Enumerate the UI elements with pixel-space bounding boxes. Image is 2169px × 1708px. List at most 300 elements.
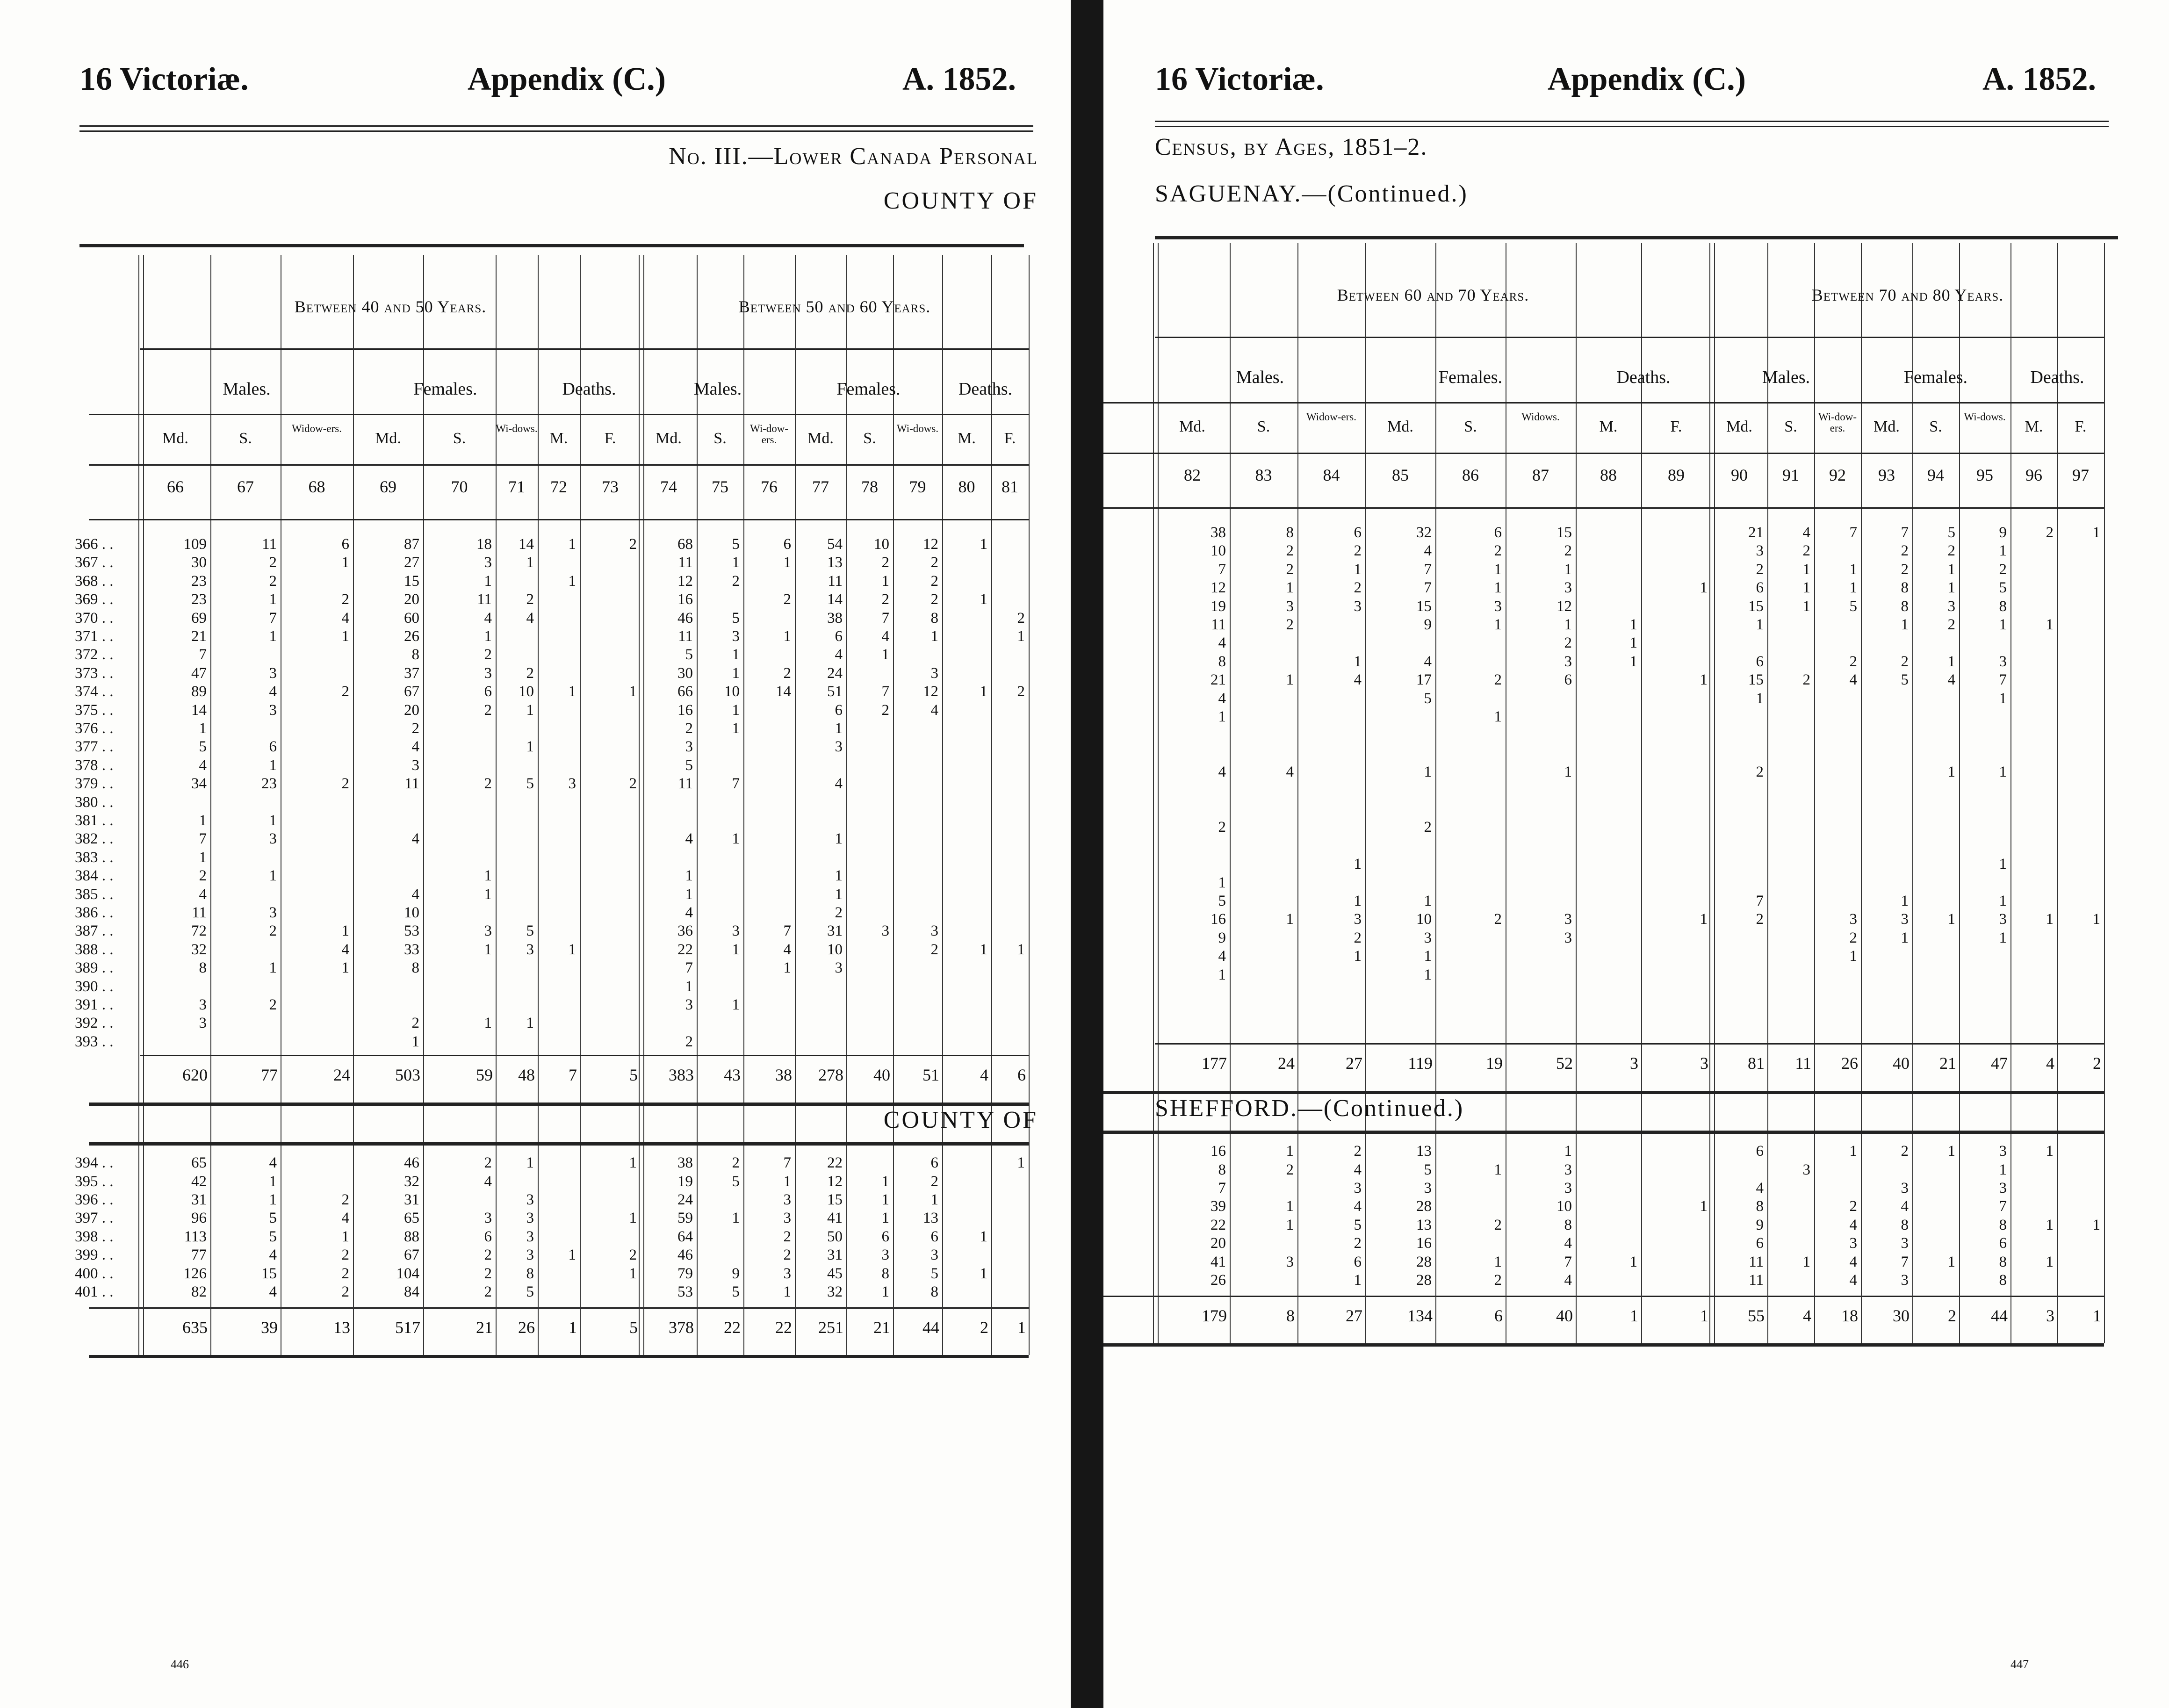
table-cell [1159, 671, 1229, 689]
table-cell [1369, 524, 1434, 541]
table-cell [427, 572, 495, 590]
table-cell [214, 830, 280, 848]
cell-value: 3 [1284, 1254, 1294, 1270]
table-cell [1771, 542, 1813, 560]
table-cell [1301, 542, 1364, 560]
table-cell [1159, 524, 1229, 541]
cell-value: 2 [1899, 1143, 1909, 1160]
table-cell [1509, 579, 1575, 597]
cell-value: 5 [1848, 598, 1858, 615]
table-cell [1645, 1253, 1710, 1271]
table-cell [584, 978, 640, 995]
column-rule [1576, 1135, 1577, 1343]
table-cell [700, 664, 742, 682]
cell-value: 2 [1352, 1143, 1362, 1160]
sex-subgroup-header: Females. [836, 379, 901, 399]
table-cell [499, 793, 537, 811]
table-cell [644, 646, 696, 663]
table-cell [1301, 929, 1364, 947]
table-cell [946, 922, 990, 940]
table-cell [799, 554, 845, 571]
table-cell [1963, 542, 2010, 560]
table-cell [1865, 708, 1911, 726]
cell-value: 88 [402, 1228, 419, 1245]
table-row [0, 757, 1071, 774]
table-cell [1645, 1271, 1710, 1289]
cell-value: 2 [929, 941, 939, 958]
cell-value: 10 [517, 683, 534, 700]
total-cell: 378 [669, 1318, 694, 1337]
table-cell [1439, 910, 1505, 928]
table-cell [747, 701, 794, 719]
table-cell [1916, 1253, 1958, 1271]
table-cell [2061, 874, 2103, 892]
cell-value: 1 [340, 922, 350, 939]
table-row [0, 664, 1071, 682]
row-number: 391 . . [75, 996, 114, 1013]
cell-value: 2 [1754, 764, 1764, 780]
table-cell [284, 941, 352, 958]
total-cell: 43 [724, 1066, 741, 1085]
table-cell [747, 720, 794, 737]
table-cell [995, 793, 1028, 811]
cell-value: 2 [1563, 542, 1572, 559]
table-cell [2014, 579, 2056, 597]
cell-value: 21 [1209, 671, 1226, 688]
table-cell [541, 978, 579, 995]
table-cell [897, 609, 941, 627]
table-cell [1715, 763, 1766, 781]
table-cell [357, 1283, 422, 1301]
table-cell [995, 941, 1028, 958]
table-cell [946, 978, 990, 995]
table-cell [541, 554, 579, 571]
table-cell [499, 922, 537, 940]
cell-value: 3 [1284, 598, 1294, 615]
cell-value: 2 [483, 1247, 492, 1263]
table-cell [584, 627, 640, 645]
total-cell: 24 [333, 1066, 350, 1085]
table-cell [357, 664, 422, 682]
table-cell [357, 609, 422, 627]
table-cell [1645, 745, 1710, 763]
table-cell [946, 664, 990, 682]
table-cell [214, 775, 280, 793]
table-cell [1771, 1197, 1813, 1215]
table-cell [2061, 782, 2103, 800]
cell-value: 14 [825, 591, 843, 608]
table-cell [1916, 598, 1958, 615]
table-cell [1369, 892, 1434, 910]
table-cell [1509, 616, 1575, 634]
cell-value: 4 [684, 904, 693, 921]
table-cell [700, 554, 742, 571]
table-row [1103, 634, 2169, 652]
cell-value: 6 [483, 1228, 492, 1245]
table-cell [499, 701, 537, 719]
cell-value: 3 [1563, 911, 1572, 928]
cell-value: 1 [267, 1173, 277, 1190]
table-cell [1579, 1002, 1640, 1020]
cell-value: 8 [197, 959, 207, 976]
table-cell [1233, 579, 1297, 597]
cell-value: 2 [1801, 542, 1811, 559]
table-cell [1301, 653, 1364, 670]
table-cell [897, 978, 941, 995]
table-cell [897, 941, 941, 958]
table-cell [1771, 763, 1813, 781]
table-cell [946, 849, 990, 866]
column-number: 73 [602, 477, 619, 496]
table-cell [1645, 782, 1710, 800]
cell-value: 4 [1899, 1198, 1909, 1215]
table-cell [144, 1209, 209, 1227]
cell-value: 4 [197, 886, 207, 903]
table-cell [1865, 616, 1911, 634]
table-cell [1865, 542, 1911, 560]
cell-value: 1 [340, 554, 350, 571]
column-rule [1230, 1135, 1231, 1343]
table-cell [584, 591, 640, 608]
cell-value: 1 [1801, 579, 1811, 596]
table-cell [1301, 1161, 1364, 1179]
table-cell [1159, 1234, 1229, 1252]
table-cell [1369, 1197, 1434, 1215]
table-cell [144, 996, 209, 1014]
table-cell [584, 1265, 640, 1283]
cell-value: 1 [880, 1191, 890, 1208]
table-cell [1509, 1002, 1575, 1020]
table-cell [1771, 1216, 1813, 1234]
table-cell [1159, 561, 1229, 578]
cell-value: 1 [978, 683, 988, 700]
table-cell [1715, 874, 1766, 892]
table-cell [427, 793, 495, 811]
table-cell [1715, 579, 1766, 597]
table-cell [1159, 929, 1229, 947]
table-cell [2061, 1216, 2103, 1234]
table-row [0, 849, 1071, 866]
table-cell [1369, 653, 1434, 670]
column-rule [1435, 1135, 1436, 1343]
table-cell [499, 646, 537, 663]
table-cell [541, 1246, 579, 1264]
table-cell [995, 591, 1028, 608]
subgroup-rule [1861, 337, 1862, 402]
cell-value: 2 [880, 554, 890, 571]
table-cell [499, 738, 537, 756]
cell-value: 1 [1492, 708, 1502, 725]
cell-value: 2 [1284, 1161, 1294, 1178]
cell-value: 1 [1492, 579, 1502, 596]
column-header: Md. [656, 430, 682, 447]
table-cell [499, 683, 537, 700]
table-cell [1369, 874, 1434, 892]
table-cell [1439, 1234, 1505, 1252]
table-cell [747, 591, 794, 608]
table-cell [747, 1228, 794, 1246]
table-cell [499, 1154, 537, 1172]
table-cell [284, 830, 352, 848]
column-header: S. [1257, 418, 1270, 435]
table-cell [144, 683, 209, 700]
row-number: 401 . . [75, 1283, 114, 1300]
column-header: Widow-ers. [1306, 411, 1356, 423]
table-cell [747, 941, 794, 958]
table-cell [897, 1209, 941, 1227]
table-cell [1439, 855, 1505, 873]
table-cell [1818, 671, 1860, 689]
column-rule [846, 1147, 847, 1355]
table-cell [1963, 763, 2010, 781]
table-cell [541, 830, 579, 848]
table-cell [214, 701, 280, 719]
cell-value: 1 [1997, 1161, 2007, 1178]
cell-value: 2 [525, 665, 534, 682]
table-cell [1865, 690, 1911, 707]
table-row [0, 701, 1071, 719]
table-cell [644, 830, 696, 848]
cell-value: 1 [730, 941, 740, 958]
cell-value: 3 [197, 996, 207, 1013]
table-cell [144, 627, 209, 645]
table-cell [584, 1283, 640, 1301]
table-cell [1439, 837, 1505, 855]
table-cell [1159, 1002, 1229, 1020]
table-cell [2014, 671, 2056, 689]
table-cell [357, 867, 422, 885]
cell-value: 69 [189, 610, 207, 627]
table-cell [644, 904, 696, 922]
table-cell [747, 849, 794, 866]
table-cell [1818, 524, 1860, 541]
cell-value: 11 [676, 628, 693, 645]
subgroup-rule [353, 348, 354, 414]
cell-value: 24 [825, 665, 843, 682]
table-cell [1645, 561, 1710, 578]
cell-value: 1 [483, 1015, 492, 1031]
table-cell [541, 886, 579, 903]
table-cell [1771, 561, 1813, 578]
table-cell [995, 1191, 1028, 1209]
cell-value: 1 [1698, 1198, 1708, 1215]
table-cell [1233, 745, 1297, 763]
cell-value: 2 [1946, 616, 1956, 633]
cell-value: 6 [782, 536, 792, 553]
table-cell [1369, 1253, 1434, 1271]
total-cell: 30 [1893, 1306, 1910, 1326]
table-cell [700, 904, 742, 922]
table-cell [1301, 763, 1364, 781]
table-cell [1509, 1216, 1575, 1234]
cell-value: 2 [410, 1015, 420, 1031]
table-cell [1439, 708, 1505, 726]
cell-value: 1 [1899, 893, 1909, 909]
table-cell [946, 1283, 990, 1301]
table-row [0, 978, 1071, 995]
cell-value: 3 [525, 941, 534, 958]
column-rule [1767, 1135, 1768, 1343]
table-cell [747, 959, 794, 977]
table-cell [1301, 671, 1364, 689]
table-title: No. III.—Lower Canada Personal [669, 143, 1038, 170]
table-cell [644, 591, 696, 608]
cell-value: 1 [1997, 542, 2007, 559]
total-cell: 13 [333, 1318, 350, 1337]
cell-value: 32 [402, 1173, 419, 1190]
table-cell [1715, 745, 1766, 763]
subgroup-rule [1365, 337, 1366, 402]
row-number: 370 . . [75, 609, 114, 627]
table-row [0, 627, 1071, 645]
table-cell [284, 978, 352, 995]
table-cell [1579, 1142, 1640, 1160]
cell-value: 4 [1848, 1217, 1858, 1233]
cell-value: 4 [483, 1173, 492, 1190]
table-cell [541, 941, 579, 958]
table-cell [144, 830, 209, 848]
column-number: 94 [1927, 466, 1944, 484]
table-cell [1301, 579, 1364, 597]
cell-value: 9 [1422, 616, 1432, 633]
cell-value: 8 [1997, 1217, 2007, 1233]
table-cell [1509, 671, 1575, 689]
table-cell [799, 720, 845, 737]
column-header: Wi-dows. [496, 423, 538, 434]
table-row [1103, 1142, 2169, 1160]
cell-value: 4 [267, 683, 277, 700]
cell-value: 1 [197, 849, 207, 866]
table-cell [1301, 910, 1364, 928]
table-cell [1818, 1234, 1860, 1252]
table-cell [700, 922, 742, 940]
table-cell [1439, 874, 1505, 892]
table-cell [427, 996, 495, 1014]
table-row [1103, 561, 2169, 578]
table-cell [541, 646, 579, 663]
table-cell [1159, 763, 1229, 781]
table-cell [144, 849, 209, 866]
table-cell [700, 701, 742, 719]
cell-value: 2 [267, 573, 277, 590]
table-cell [747, 572, 794, 590]
column-number: 83 [1255, 466, 1272, 484]
table-cell [700, 1014, 742, 1032]
table-cell [995, 922, 1028, 940]
cell-value: 87 [402, 536, 419, 553]
table-cell [284, 1209, 352, 1227]
cell-value: 1 [1284, 1143, 1294, 1160]
table-cell [1579, 542, 1640, 560]
column-number: 87 [1532, 466, 1549, 484]
total-cell: 38 [775, 1066, 792, 1085]
table-cell [1301, 984, 1364, 1002]
table-cell [1301, 1021, 1364, 1039]
column-rule [893, 1147, 894, 1355]
cell-value: 2 [730, 573, 740, 590]
table-cell [284, 867, 352, 885]
table-cell [1509, 1271, 1575, 1289]
table-cell [1301, 726, 1364, 744]
total-rule [140, 1055, 1029, 1056]
cell-value: 3 [1563, 1180, 1572, 1196]
row-number: 393 . . [75, 1033, 114, 1050]
column-number: 82 [1184, 466, 1201, 484]
table-cell [584, 922, 640, 940]
total-cell: 4 [980, 1066, 988, 1085]
total-cell: 2 [980, 1318, 988, 1337]
table-cell [1771, 1271, 1813, 1289]
cell-value: 84 [402, 1283, 419, 1300]
table-cell [897, 1191, 941, 1209]
cell-value: 6 [1754, 1235, 1764, 1252]
table-cell [214, 683, 280, 700]
column-number: 93 [1878, 466, 1895, 484]
table-cell [799, 867, 845, 885]
table-cell [897, 812, 941, 829]
table-cell [541, 1283, 579, 1301]
table-cell [1865, 579, 1911, 597]
table-cell [427, 775, 495, 793]
table-cell [1715, 653, 1766, 670]
table-row [0, 572, 1071, 590]
cell-value: 2 [340, 591, 350, 608]
table-cell [1818, 690, 1860, 707]
table-cell [1818, 1142, 1860, 1160]
cell-value: 15 [259, 1265, 277, 1282]
column-header: F. [1670, 418, 1682, 435]
cell-value: 21 [189, 628, 207, 645]
table-cell [1916, 579, 1958, 597]
table-cell [700, 609, 742, 627]
table-row [0, 922, 1071, 940]
table-cell [499, 830, 537, 848]
cell-value: 96 [189, 1210, 207, 1226]
table-row [1103, 1002, 2169, 1020]
table-cell [214, 1228, 280, 1246]
table-cell [897, 793, 941, 811]
table-cell [214, 664, 280, 682]
table-cell [850, 1246, 892, 1264]
column-rule [942, 1147, 943, 1355]
table-cell [1963, 782, 2010, 800]
table-cell [1369, 1271, 1434, 1289]
table-cell [1865, 966, 1911, 984]
table-cell [499, 959, 537, 977]
cell-value: 1 [782, 554, 792, 571]
cell-value: 1 [1899, 930, 1909, 946]
cell-value: 3 [1848, 1235, 1858, 1252]
table-cell [1509, 855, 1575, 873]
row-number: 382 . . [75, 830, 114, 848]
table-cell [1369, 1179, 1434, 1197]
cell-value: 38 [676, 1154, 693, 1171]
column-rule [1153, 1135, 1159, 1343]
cell-value: 1 [267, 628, 277, 645]
table-cell [1233, 929, 1297, 947]
column-header: Md. [1874, 418, 1900, 435]
table-cell [214, 1283, 280, 1301]
table-cell [1818, 1161, 1860, 1179]
table-cell [644, 1209, 696, 1227]
table-cell [1963, 818, 2010, 836]
table-cell [1509, 1234, 1575, 1252]
cell-value: 1 [1563, 561, 1572, 578]
table-cell [1771, 1161, 1813, 1179]
cell-value: 1 [782, 1173, 792, 1190]
table-cell [747, 1014, 794, 1032]
cell-value: 1 [684, 886, 693, 903]
